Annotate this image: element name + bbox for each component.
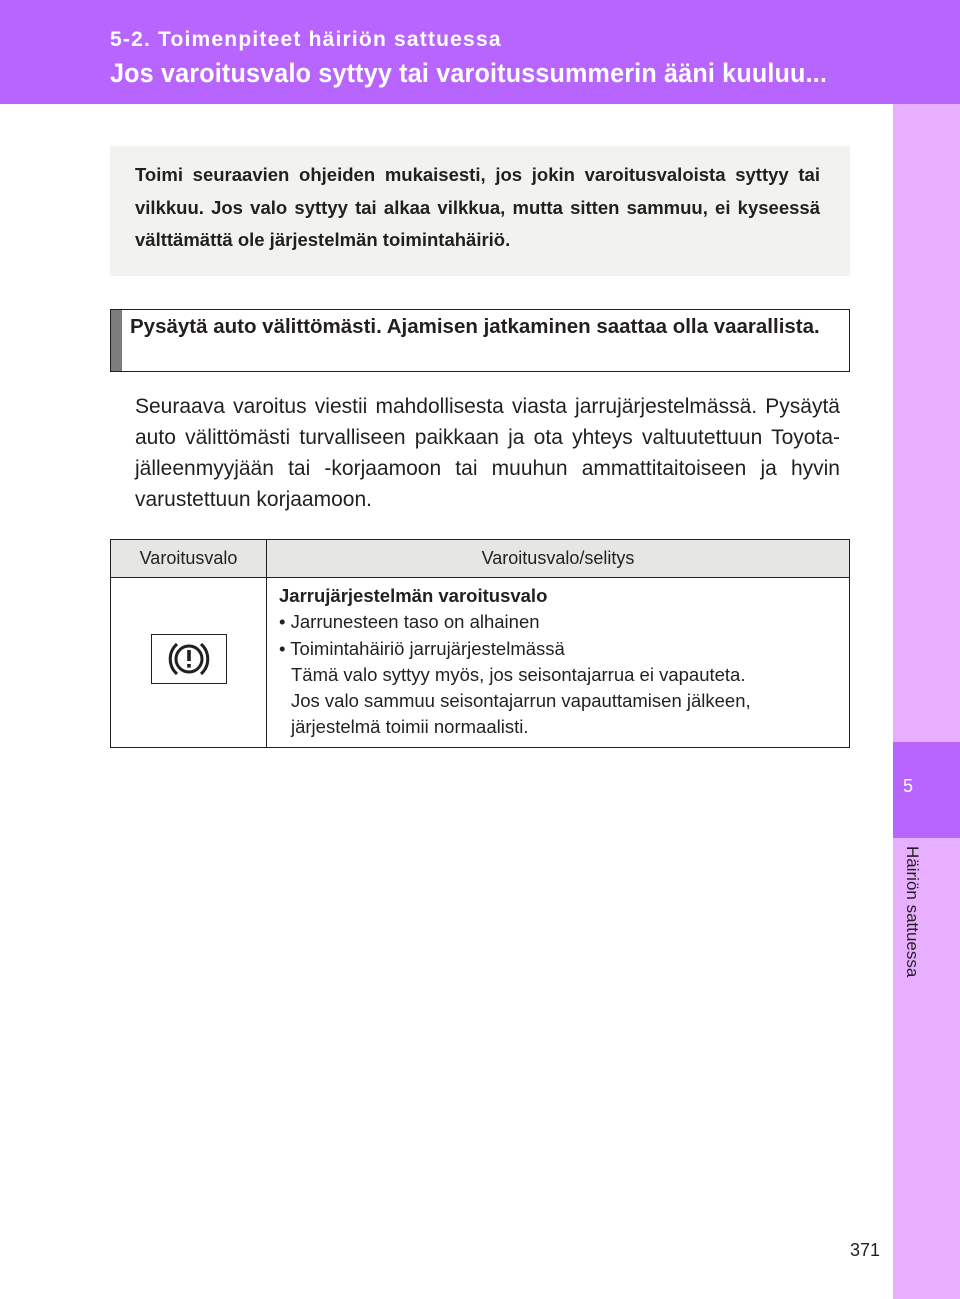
warning-text: Pysäytä auto välittömästi. Ajamisen jatkaminen saattaa olla vaarallista.: [130, 315, 820, 338]
intro-text: Toimi seuraavien ohjeiden mukaisesti, jos jokin varoitusvaloista syttyy tai vilkkuu. Jos valo syttyy tai alkaa vilkkua, mutta sitten sammuu, ei kyseessä välttämättä ole järjestelmän toimintahäiriö.: [135, 164, 820, 250]
note-line: Tämä valo syttyy myös, jos seisontajarrua ei vapauteta.: [291, 663, 746, 685]
chapter-side-strip: [893, 104, 960, 1299]
warning-bar: [111, 310, 122, 371]
warning-light-table: [110, 539, 850, 748]
bullet-item: • Toimintahäiriö jarrujärjestelmässä: [279, 637, 565, 659]
icon-frame: [151, 634, 227, 684]
chapter-number: 5: [902, 776, 913, 796]
brake-warning-icon: [152, 635, 226, 683]
bullet-item: • Jarrunesteen taso on alhainen: [279, 611, 540, 633]
section-title: 5-2. Toimenpiteet häiriön sattuessa: [110, 28, 502, 51]
icon-cell: [111, 578, 267, 748]
column-header-description: Varoitusvalo/selitys: [267, 540, 850, 578]
intro-box: [110, 146, 850, 276]
note-line: järjestelmä toimii normaalisti.: [291, 716, 529, 738]
light-title: Jarrujärjestelmän varoitusvalo: [279, 585, 548, 606]
table-row: [111, 578, 850, 748]
page-header: [0, 0, 960, 104]
note-line: Jos valo sammuu seisontajarrun vapauttamisen jälkeen,: [291, 690, 751, 712]
body-text: Seuraava varoitus viestii mahdollisesta viasta jarrujärjestelmässä. Pysäytä auto välittömästi turvalliseen paikkaan ja ota yhteys valtuutettuun Toyota-jälleenmyyjään tai -korjaamoon tai muuhun ammattitaitoiseen ja hyvin varustettuun korjaamoon.: [135, 395, 840, 511]
column-header-light: Varoitusvalo: [111, 540, 267, 578]
chapter-tab: [893, 742, 960, 838]
page-number: 371: [849, 1240, 880, 1260]
page-title: Jos varoitusvalo syttyy tai varoitussummerin ääni kuuluu...: [110, 58, 828, 88]
warning-box: [110, 309, 850, 372]
table-header-row: [111, 540, 850, 578]
description-cell: [267, 578, 850, 748]
chapter-label: Häiriön sattuessa: [903, 846, 922, 978]
